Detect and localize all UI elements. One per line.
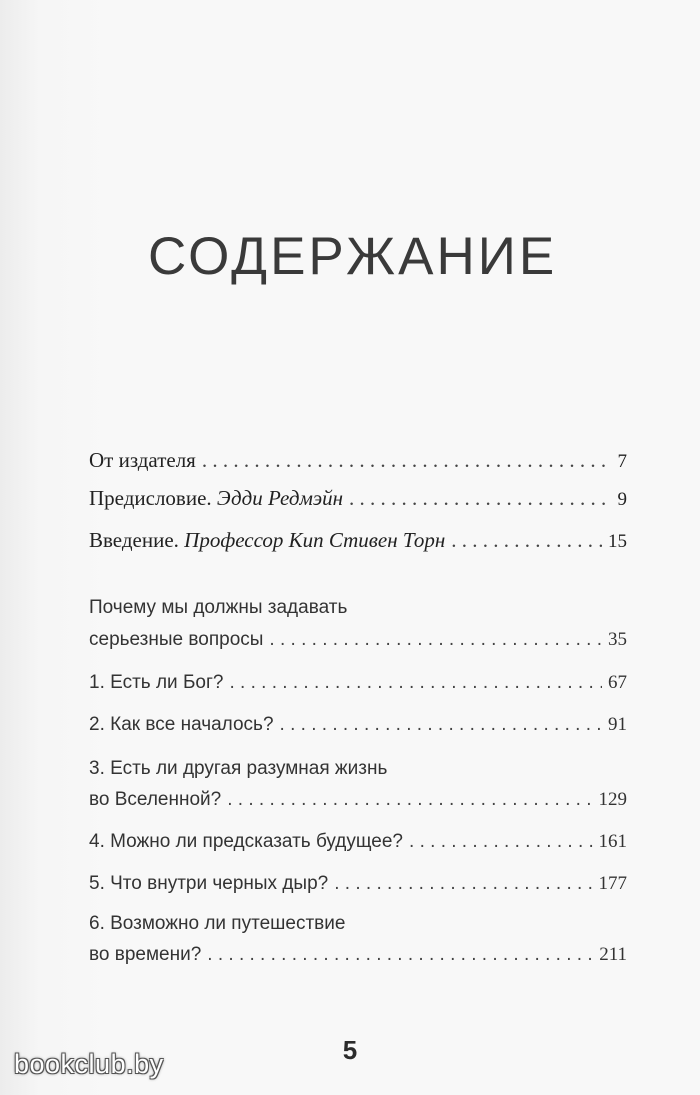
toc-entry-label: во времени? [89, 944, 202, 965]
toc-page-number: 177 [598, 873, 627, 894]
toc-entry-label: 2. Как все началось? [89, 714, 274, 735]
toc-entry-line1: Почему мы должны задавать [89, 597, 348, 618]
leader-dots [451, 528, 602, 553]
toc-entry-chapter-4[interactable] [89, 831, 627, 861]
toc-entry-author: Эдди Редмэйн [216, 486, 344, 510]
toc-page-number: 15 [608, 531, 627, 552]
toc-entry-chapter-1[interactable] [89, 672, 627, 702]
toc-entry-introduction[interactable] [89, 528, 627, 558]
toc-entry-label: 4. Можно ли предсказать будущее? [89, 831, 404, 852]
leader-dots [227, 789, 592, 811]
watermark: bookclub.by [14, 1049, 164, 1079]
toc-entry-author: Профессор Кип Стивен Торн [184, 528, 446, 552]
toc-page-number: 7 [617, 451, 627, 472]
toc-entry-chapter-intro[interactable] [89, 629, 627, 659]
toc-entry-foreword[interactable] [89, 486, 627, 516]
toc-entry-label: во Вселенной? [89, 789, 222, 810]
leader-dots [207, 944, 593, 966]
toc-entry-title: Введение. [89, 528, 179, 552]
toc-page-number: 211 [599, 944, 627, 965]
toc-page-number: 35 [608, 629, 627, 650]
leader-dots [409, 831, 592, 853]
toc-entry-label [89, 528, 445, 553]
toc-entry-publisher[interactable] [89, 448, 627, 478]
toc-entry-chapter-6[interactable] [89, 944, 627, 974]
leader-dots [349, 486, 611, 511]
toc-entry-label: 5. Что внутри черных дыр? [89, 873, 329, 894]
toc-entry-chapter-3[interactable] [89, 789, 627, 819]
toc-page-number: 67 [608, 672, 627, 693]
leader-dots [269, 629, 602, 651]
toc-entry-chapter-2[interactable] [89, 714, 627, 744]
toc-page-number: 161 [598, 831, 627, 852]
toc-entry-line1: 6. Возможно ли путешествие [89, 913, 346, 934]
leader-dots [334, 873, 592, 895]
toc-entry-label: серьезные вопросы [89, 629, 264, 650]
page-title: СОДЕРЖАНИЕ [148, 227, 558, 286]
toc-entry-line1: 3. Есть ли другая разумная жизнь [89, 758, 388, 779]
toc-entry-label [89, 486, 343, 511]
toc-entry-chapter-5[interactable] [89, 873, 627, 903]
toc-page-number: 129 [598, 789, 627, 810]
toc-entry-label: От издателя [89, 448, 196, 472]
leader-dots [229, 672, 602, 694]
toc-entry-label: 1. Есть ли Бог? [89, 672, 224, 693]
toc-page-number: 91 [608, 714, 627, 735]
toc-entry-title: Предисловие. [89, 486, 212, 510]
page-number: 5 [342, 1035, 358, 1065]
toc-page-number: 9 [617, 489, 627, 510]
leader-dots [202, 448, 612, 473]
leader-dots [280, 714, 602, 736]
